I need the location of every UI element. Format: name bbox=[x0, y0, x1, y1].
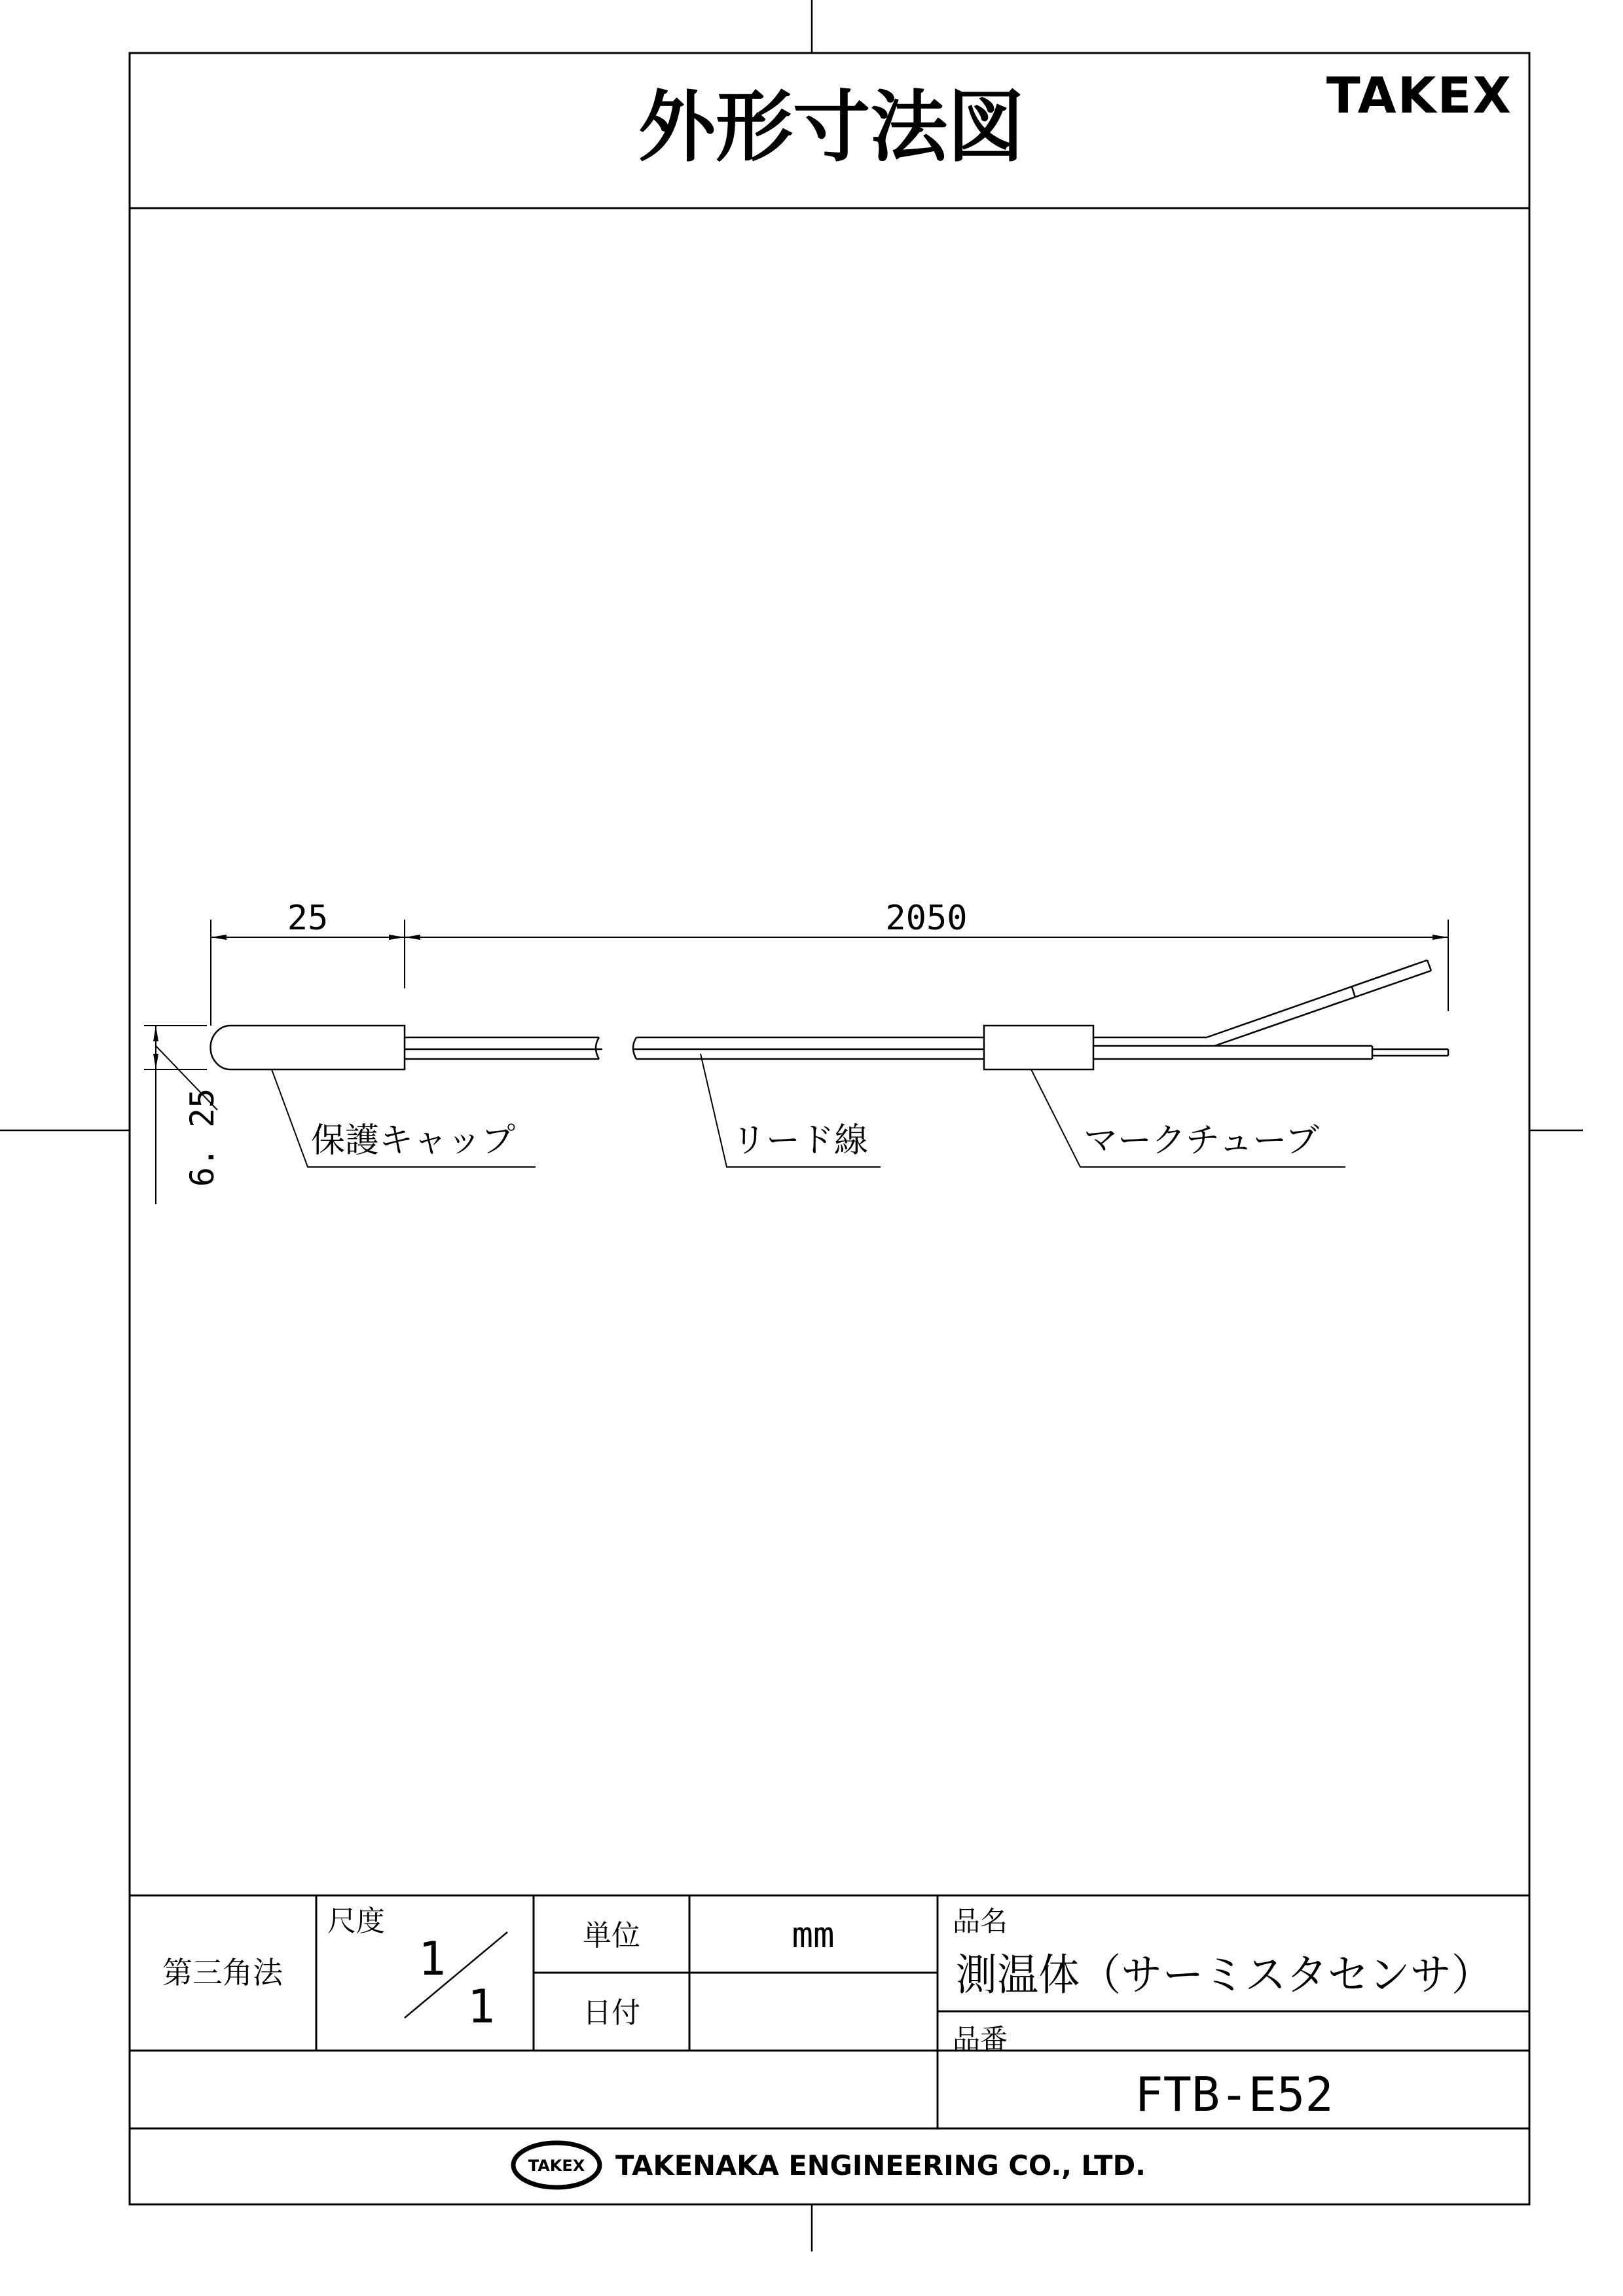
page-title: 外形寸法図 bbox=[638, 82, 1025, 172]
date-label: 日付 bbox=[583, 1996, 640, 2030]
company-name: TAKENAKA ENGINEERING CO., LTD. bbox=[615, 2149, 1146, 2181]
scale-numerator: 1 bbox=[418, 1932, 447, 1986]
company-logo bbox=[513, 2143, 600, 2187]
label-protective-cap: 保護キャップ bbox=[311, 1121, 516, 1160]
projection-method: 第三角法 bbox=[162, 1955, 283, 1990]
brand-logo: TAKEX bbox=[1326, 66, 1512, 124]
dimension-cap-length: 25 bbox=[287, 899, 329, 938]
label-mark-tube: マークチューブ bbox=[1084, 1121, 1319, 1160]
dimension-lines bbox=[144, 920, 1448, 1204]
label-lead-wire: リード線 bbox=[732, 1121, 869, 1160]
dimension-lead-length: 2050 bbox=[885, 899, 968, 938]
protective-cap bbox=[211, 1026, 405, 1069]
scale-label: 尺度 bbox=[327, 1905, 385, 1938]
logo-badge-text: TAKEX bbox=[528, 2157, 585, 2175]
mark-tube bbox=[984, 1026, 1093, 1069]
unit-value: mm bbox=[792, 1914, 835, 1956]
part-number: FTB-E52 bbox=[1135, 2067, 1334, 2122]
dimension-cap-diameter: 6. 25 bbox=[183, 1088, 221, 1187]
product-name-label: 品名 bbox=[953, 1905, 1008, 1937]
unit-label: 単位 bbox=[583, 1919, 640, 1952]
product-name: 測温体（サーミスタセンサ） bbox=[956, 1950, 1493, 2000]
part-number-label: 品番 bbox=[953, 2023, 1008, 2055]
sensor-drawing bbox=[211, 960, 1448, 1069]
scale-denominator: 1 bbox=[467, 1980, 496, 2034]
